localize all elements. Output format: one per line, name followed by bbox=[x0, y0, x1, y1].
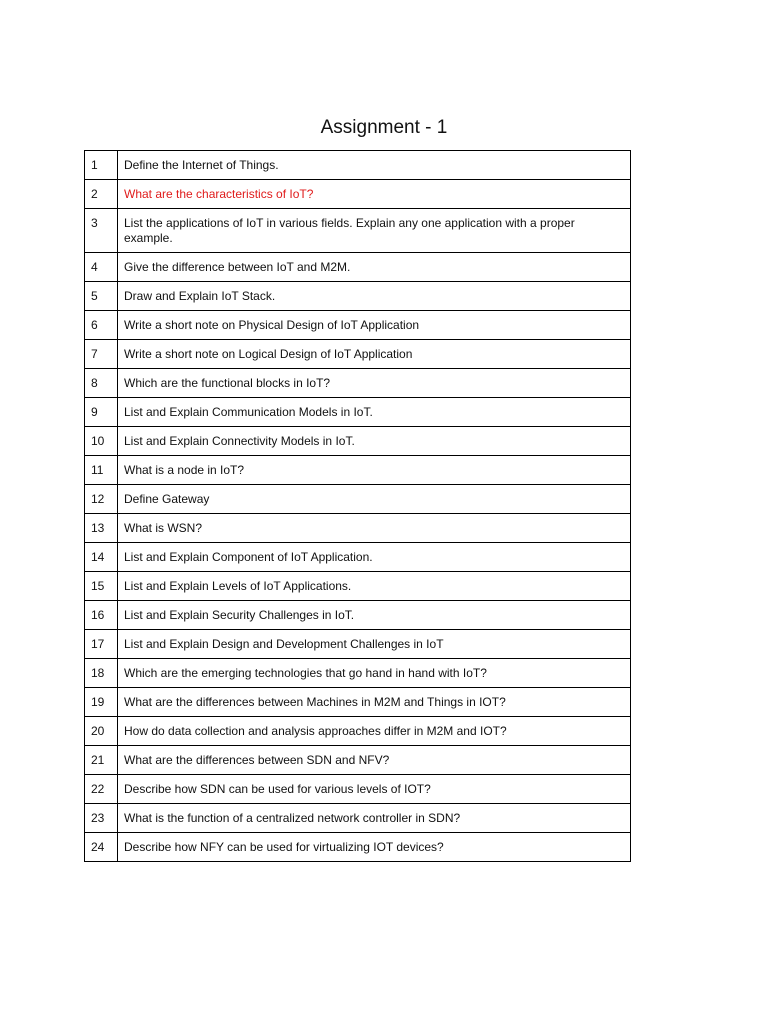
question-number: 3 bbox=[85, 209, 118, 253]
question-number: 16 bbox=[85, 601, 118, 630]
question-text: Which are the functional blocks in IoT? bbox=[118, 369, 631, 398]
table-row bbox=[85, 485, 631, 514]
question-number: 18 bbox=[85, 659, 118, 688]
table-row bbox=[85, 253, 631, 282]
table-row bbox=[85, 833, 631, 862]
question-text: What are the differences between Machines in M2M and Things in IOT? bbox=[118, 688, 631, 717]
table-row bbox=[85, 209, 631, 253]
question-number: 20 bbox=[85, 717, 118, 746]
question-text: Which are the emerging technologies that go hand in hand with IoT? bbox=[118, 659, 631, 688]
question-text: What is WSN? bbox=[118, 514, 631, 543]
question-number: 1 bbox=[85, 151, 118, 180]
table-row bbox=[85, 180, 631, 209]
question-text: Define Gateway bbox=[118, 485, 631, 514]
question-number: 15 bbox=[85, 572, 118, 601]
question-text: List the applications of IoT in various fields. Explain any one application with a proper example. bbox=[118, 209, 631, 253]
question-number: 21 bbox=[85, 746, 118, 775]
table-row bbox=[85, 717, 631, 746]
table-row bbox=[85, 601, 631, 630]
question-number: 10 bbox=[85, 427, 118, 456]
table-row bbox=[85, 151, 631, 180]
question-text: Give the difference between IoT and M2M. bbox=[118, 253, 631, 282]
question-text: What is a node in IoT? bbox=[118, 456, 631, 485]
questions-table bbox=[84, 150, 631, 862]
question-number: 11 bbox=[85, 456, 118, 485]
table-row bbox=[85, 456, 631, 485]
question-number: 7 bbox=[85, 340, 118, 369]
question-number: 24 bbox=[85, 833, 118, 862]
question-text: Draw and Explain IoT Stack. bbox=[118, 282, 631, 311]
table-row bbox=[85, 311, 631, 340]
question-text: How do data collection and analysis approaches differ in M2M and IOT? bbox=[118, 717, 631, 746]
question-number: 6 bbox=[85, 311, 118, 340]
table-row bbox=[85, 427, 631, 456]
question-text: List and Explain Security Challenges in IoT. bbox=[118, 601, 631, 630]
table-row bbox=[85, 630, 631, 659]
question-number: 2 bbox=[85, 180, 118, 209]
question-number: 17 bbox=[85, 630, 118, 659]
question-number: 19 bbox=[85, 688, 118, 717]
question-number: 4 bbox=[85, 253, 118, 282]
question-text: Describe how NFY can be used for virtualizing IOT devices? bbox=[118, 833, 631, 862]
question-text: Write a short note on Logical Design of IoT Application bbox=[118, 340, 631, 369]
question-number: 9 bbox=[85, 398, 118, 427]
table-row bbox=[85, 688, 631, 717]
table-row bbox=[85, 746, 631, 775]
question-text: List and Explain Connectivity Models in IoT. bbox=[118, 427, 631, 456]
table-row bbox=[85, 572, 631, 601]
question-number: 5 bbox=[85, 282, 118, 311]
table-row bbox=[85, 659, 631, 688]
question-number: 13 bbox=[85, 514, 118, 543]
table-row bbox=[85, 543, 631, 572]
question-number: 14 bbox=[85, 543, 118, 572]
table-row bbox=[85, 282, 631, 311]
table-row bbox=[85, 340, 631, 369]
question-text: List and Explain Communication Models in IoT. bbox=[118, 398, 631, 427]
table-row bbox=[85, 398, 631, 427]
table-row bbox=[85, 804, 631, 833]
table-row bbox=[85, 775, 631, 804]
question-text: List and Explain Design and Development Challenges in IoT bbox=[118, 630, 631, 659]
question-text: List and Explain Component of IoT Application. bbox=[118, 543, 631, 572]
question-number: 12 bbox=[85, 485, 118, 514]
question-number: 8 bbox=[85, 369, 118, 398]
question-text: What is the function of a centralized network controller in SDN? bbox=[118, 804, 631, 833]
question-text: Define the Internet of Things. bbox=[118, 151, 631, 180]
question-text: Describe how SDN can be used for various levels of IOT? bbox=[118, 775, 631, 804]
question-text: List and Explain Levels of IoT Applications. bbox=[118, 572, 631, 601]
question-text: Write a short note on Physical Design of IoT Application bbox=[118, 311, 631, 340]
question-text-highlighted: What are the characteristics of IoT? bbox=[118, 180, 631, 209]
page-title: Assignment - 1 bbox=[320, 117, 448, 138]
question-number: 23 bbox=[85, 804, 118, 833]
question-number: 22 bbox=[85, 775, 118, 804]
question-text: What are the differences between SDN and NFV? bbox=[118, 746, 631, 775]
table-row bbox=[85, 514, 631, 543]
table-row bbox=[85, 369, 631, 398]
